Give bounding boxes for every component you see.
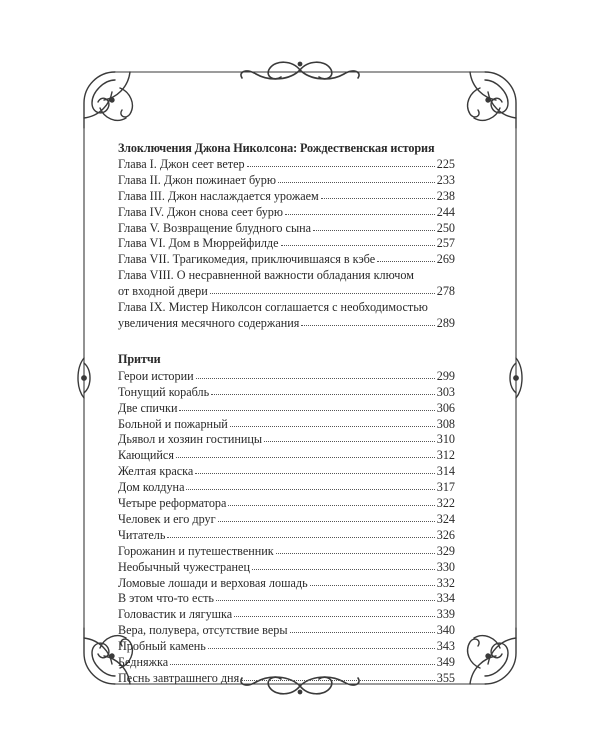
page-number: 278 (436, 284, 455, 299)
toc-entry-title[interactable]: В этом что-то есть (118, 591, 214, 606)
toc-entry[interactable] (118, 512, 455, 528)
toc-entry-title[interactable]: Читатель (118, 527, 166, 542)
toc-entry-title[interactable]: Головастик и лягушка (118, 607, 233, 622)
dot-leader (176, 456, 435, 458)
dot-leader (179, 409, 434, 411)
toc-entry-title[interactable]: Глава IV. Джон снова сеет бурю (118, 204, 283, 219)
page-number: 306 (436, 400, 455, 415)
toc-entry-title-line[interactable]: Глава IX. Мистер Николсон соглашается с необходимостью (118, 300, 428, 315)
toc-entry-title[interactable]: Две спички (118, 400, 178, 415)
section-title: Злоключения Джона Николсона: Рождественская история (118, 141, 435, 155)
toc-entry[interactable] (118, 464, 455, 480)
page-number: 289 (436, 315, 455, 330)
toc-entry[interactable] (118, 236, 455, 252)
page-number: 244 (436, 204, 455, 219)
toc-entry-title[interactable]: Глава I. Джон сеет ветер (118, 156, 245, 171)
toc-entry-title[interactable]: Больной и пожарный (118, 416, 228, 431)
dot-leader (281, 244, 435, 246)
toc-entry[interactable] (118, 607, 455, 623)
page-number: 303 (436, 384, 455, 399)
toc-entry[interactable] (118, 401, 455, 417)
page-number: 233 (436, 172, 455, 187)
dot-leader (321, 197, 435, 199)
toc-entry-title[interactable]: Пробный камень (118, 639, 206, 654)
dot-leader (208, 647, 435, 649)
toc-entry[interactable] (118, 284, 455, 300)
page-number: 343 (436, 639, 455, 654)
dot-leader (290, 631, 435, 633)
page-number: 299 (436, 368, 455, 383)
toc-entry[interactable] (118, 480, 455, 496)
corner-flourish-bottom-right (468, 628, 516, 684)
page-number: 332 (436, 575, 455, 590)
toc-entry-title[interactable]: Песнь завтрашнего дня (118, 671, 240, 685)
toc-entry[interactable] (118, 639, 455, 655)
dot-leader (301, 324, 434, 326)
dot-leader (377, 260, 435, 262)
toc-entry[interactable] (118, 560, 455, 576)
toc-entry[interactable] (118, 432, 455, 448)
page-number: 330 (436, 559, 455, 574)
toc-entry[interactable] (118, 189, 455, 205)
page-number: 322 (436, 496, 455, 511)
toc-entry[interactable] (118, 623, 455, 639)
dot-leader (264, 440, 435, 442)
toc-entry-title[interactable]: Четыре реформатора (118, 496, 227, 511)
page-number: 308 (436, 416, 455, 431)
page-number: 238 (436, 188, 455, 203)
toc-entry-title[interactable]: увеличения месячного содержания (118, 315, 300, 330)
page-number: 257 (436, 236, 455, 251)
toc-entry[interactable] (118, 655, 455, 671)
page-number: 329 (436, 543, 455, 558)
dot-leader (186, 488, 434, 490)
page-number: 225 (436, 156, 455, 171)
page-number: 250 (436, 220, 455, 235)
toc-entry-title[interactable]: Бедняжка (118, 655, 169, 670)
toc-entry-title[interactable]: Кающийся (118, 448, 174, 463)
dot-leader (228, 504, 434, 506)
dot-leader (216, 599, 435, 601)
dot-leader (252, 568, 435, 570)
toc-entry-title[interactable]: Желтая краска (118, 464, 194, 479)
table-of-contents (118, 141, 455, 687)
page-number: 334 (436, 591, 455, 606)
toc-entry[interactable] (118, 252, 455, 268)
toc-entry[interactable] (118, 544, 455, 560)
corner-flourish-top-left (84, 72, 132, 128)
toc-entry[interactable] (118, 528, 455, 544)
dot-leader (313, 229, 435, 231)
toc-entry-title[interactable]: Глава VI. Дом в Мюррейфилде (118, 236, 279, 251)
toc-entry-title-line[interactable]: Глава VIII. О несравненной важности обладания ключом (118, 268, 414, 283)
page-number: 310 (436, 432, 455, 447)
dot-leader (310, 584, 435, 586)
dot-leader (218, 520, 435, 522)
toc-entry-title[interactable]: Необычный чужестранец (118, 559, 250, 574)
toc-entry-title[interactable]: Дьявол и хозяин гостиницы (118, 432, 263, 447)
toc-entry-title[interactable]: Тонущий корабль (118, 384, 210, 399)
toc-entry[interactable] (118, 385, 455, 401)
toc-entry-title[interactable]: Глава VII. Трагикомедия, приключившаяся в кэбе (118, 252, 376, 267)
dot-leader (230, 425, 435, 427)
toc-entry-title[interactable]: Вера, полувера, отсутствие веры (118, 623, 288, 638)
toc-entry[interactable] (118, 671, 455, 687)
dot-leader (241, 679, 435, 681)
toc-entry-title[interactable]: Человек и его друг (118, 511, 216, 526)
toc-entry-title[interactable]: Ломовые лошади и верховая лошадь (118, 575, 308, 590)
dot-leader (285, 213, 435, 215)
toc-entry[interactable] (118, 316, 455, 332)
toc-entry-title[interactable]: Дом колдуна (118, 480, 185, 495)
page-number: 324 (436, 511, 455, 526)
dot-leader (211, 393, 435, 395)
toc-entry[interactable] (118, 157, 455, 173)
toc-entry-title[interactable]: Герои истории (118, 368, 194, 383)
dot-leader (170, 663, 435, 665)
page-number: 355 (436, 671, 455, 685)
toc-entry[interactable] (118, 591, 455, 607)
toc-entry[interactable] (118, 496, 455, 512)
page-number: 269 (436, 252, 455, 267)
dot-leader (247, 165, 435, 167)
dot-leader (276, 552, 435, 554)
dot-leader (196, 377, 435, 379)
toc-entry[interactable] (118, 173, 455, 189)
dot-leader (234, 615, 435, 617)
toc-entry[interactable] (118, 221, 455, 237)
dot-leader (278, 181, 435, 183)
page-number: 326 (436, 527, 455, 542)
toc-entry-title[interactable]: Горожанин и путешественник (118, 543, 274, 558)
page-number: 339 (436, 607, 455, 622)
top-center-flourish (241, 62, 359, 79)
toc-entry[interactable] (118, 417, 455, 433)
page-number: 340 (436, 623, 455, 638)
dot-leader (210, 292, 435, 294)
page-number: 314 (436, 464, 455, 479)
toc-entry-title[interactable]: Глава II. Джон пожинает бурю (118, 172, 276, 187)
toc-entry[interactable] (118, 205, 455, 221)
dot-leader (195, 472, 434, 474)
page-number: 312 (436, 448, 455, 463)
toc-entry[interactable] (118, 576, 455, 592)
toc-entry-title[interactable]: от входной двери (118, 284, 208, 299)
toc-entry[interactable] (118, 369, 455, 385)
toc-entry-title[interactable]: Глава III. Джон наслаждается урожаем (118, 188, 319, 203)
page-number: 349 (436, 655, 455, 670)
section-title: Притчи (118, 351, 161, 366)
toc-entry-title[interactable]: Глава V. Возвращение блудного сына (118, 220, 312, 235)
corner-flourish-top-right (468, 72, 516, 128)
toc-entry[interactable] (118, 448, 455, 464)
page-number: 317 (436, 480, 455, 495)
dot-leader (167, 536, 434, 538)
